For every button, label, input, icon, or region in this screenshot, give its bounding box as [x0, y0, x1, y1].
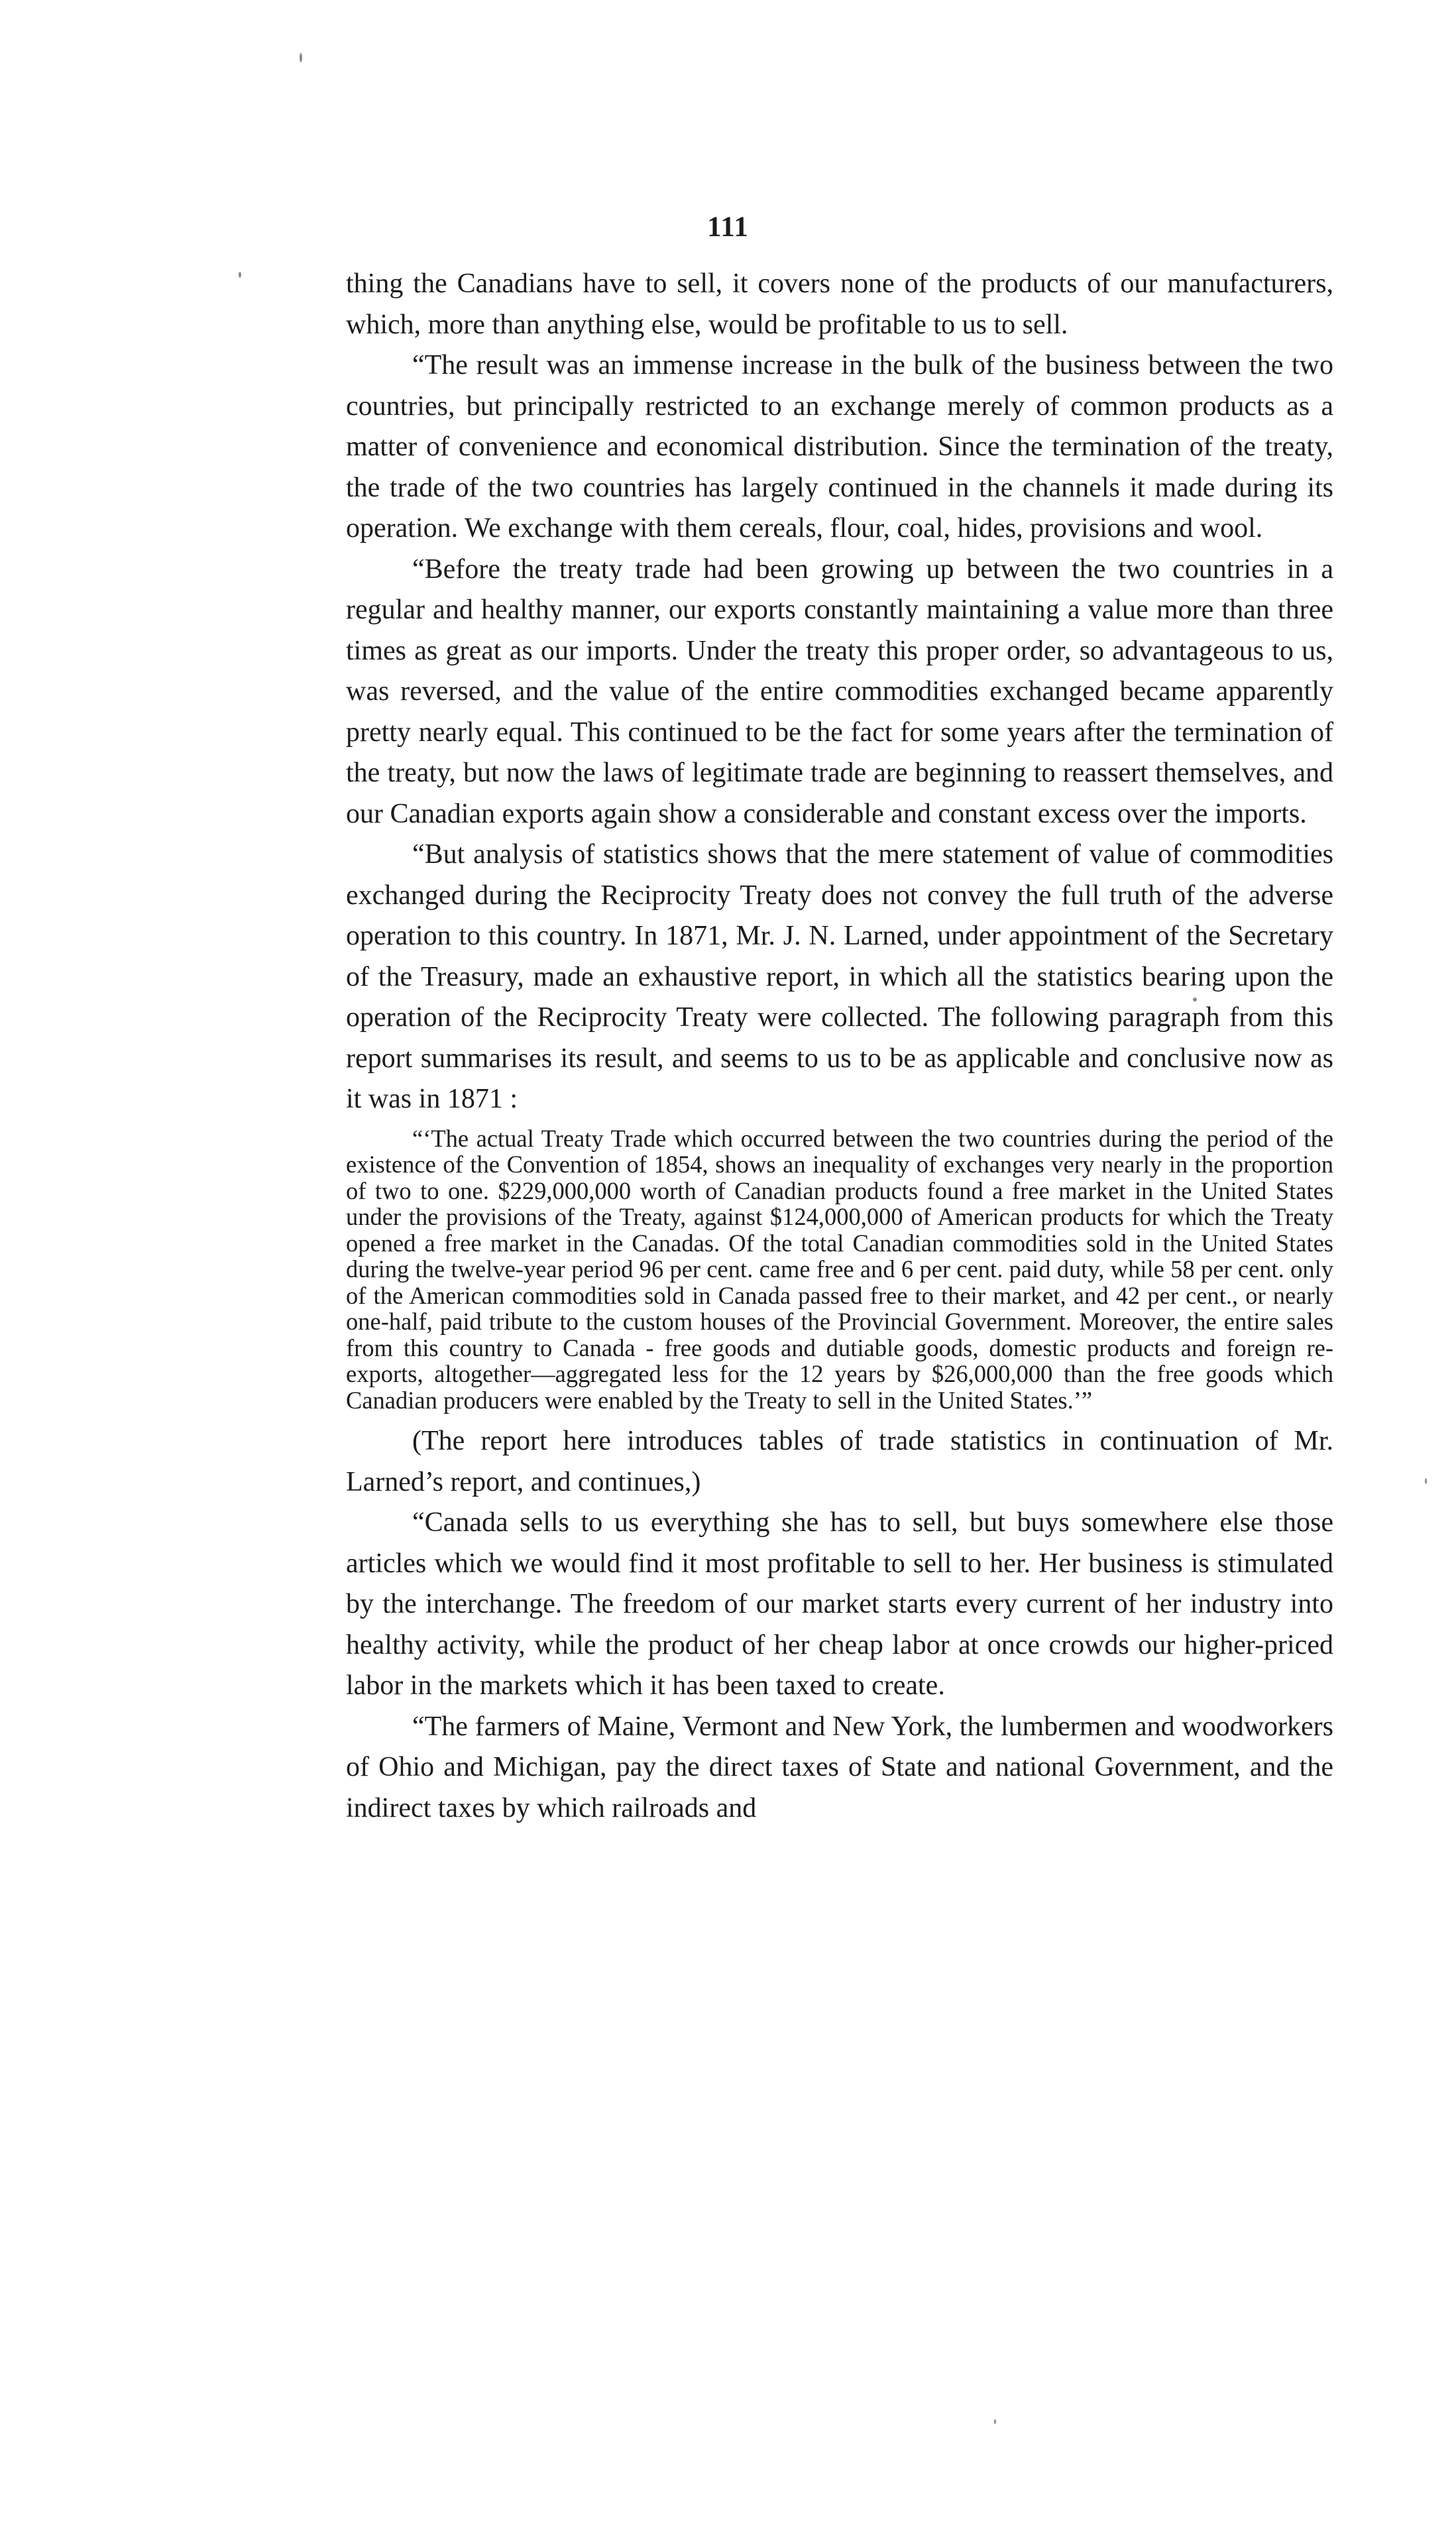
paragraph-7: “The farmers of Maine, Vermont and New York, the lumbermen and woodworkers of Ohio and Michigan, pay the direct taxes of State and national Government, and the indirect taxes by which railroads and — [346, 1711, 1333, 1823]
paragraph-1: thing the Canadians have to sell, it covers none of the products of our manufacturers, which, more than anything else, would be profitable to us to sell. — [346, 268, 1333, 340]
block-quote: “‘The actual Treaty Trade which occurred between the two countries during the period of the existence of the Convention of 1854, shows an inequality of exchanges very nearly in the proportion of two to one. $229,000,000 worth of Canadian products found a free market in the United States under the provisions of the Treaty, against $124,000,000 of American products for which the Treaty opened a free market in the Canadas. Of the total Canadian commodities sold in the United States during the twelve-year period 96 per cent. came free and 6 per cent. paid duty, while 58 per cent. only of the American commodities sold in Canada passed free to their market, and 42 per cent., or nearly one-half, paid tribute to the custom houses of the Provincial Government. Moreover, the entire sales from this country to Canada - free goods and dutiable goods, domestic products and foreign re-exports, altogether—aggregated less for the 12 years by $26,000,000 than the free goods which Canadian producers were enabled by the Treaty to sell in the United States.’” — [346, 1124, 1333, 1414]
paragraph-3: “Before the treaty trade had been growing up between the two countries in a regular and healthy manner, our exports constantly maintaining a value more than three times as great as our imports. Under the treaty this proper order, so advantageous to us, was reversed, and the value of the entire commodities exchanged became apparently pretty nearly equal. This continued to be the fact for some years after the termination of the treaty, but now the laws of legitimate trade are beginning to reassert themselves, and our Canadian exports again show a considerable and constant excess over the imports. — [346, 553, 1333, 829]
scan-speck — [300, 53, 302, 62]
scan-speck — [239, 272, 241, 278]
body-text — [346, 264, 1333, 1829]
page-number: 111 — [707, 211, 749, 243]
scan-speck — [994, 2419, 996, 2424]
scan-speck — [1425, 1478, 1427, 1484]
paragraph-2: “The result was an immense increase in the bulk of the business between the two countries, but principally restricted to an exchange merely of common products as a matter of convenience and economical distribution. Since the termination of the treaty, the trade of the two countries has largely continued in the channels it made during its operation. We exchange with them cereals, flour, coal, hides, provisions and wool. — [346, 350, 1333, 544]
paragraph-5: (The report here introduces tables of trade statistics in continuation of Mr. Larned’s report, and continues,) — [346, 1426, 1333, 1497]
paragraph-4: “But analysis of statistics shows that the mere statement of value of commodities exchanged during the Reciprocity Treaty does not convey the full truth of the adverse operation to this country. In 1871, Mr. J. N. Larned, under appointment of the Secretary of the Treasury, made an exhaustive report, in which all the statistics bearing upon the operation of the Reciprocity Treaty were collected. The following paragraph from this report summarises its result, and seems to us to be as applicable and conclusive now as it was in 1871 : — [346, 839, 1333, 1114]
paragraph-6: “Canada sells to us everything she has to sell, but buys somewhere else those articles which we would find it most profitable to sell to her. Her business is stimulated by the interchange. The freedom of our market starts every current of her industry into healthy activity, while the product of her cheap labor at once crowds our higher-priced labor in the markets which it has been taxed to create. — [346, 1507, 1333, 1701]
scan-speck — [1193, 998, 1197, 1002]
